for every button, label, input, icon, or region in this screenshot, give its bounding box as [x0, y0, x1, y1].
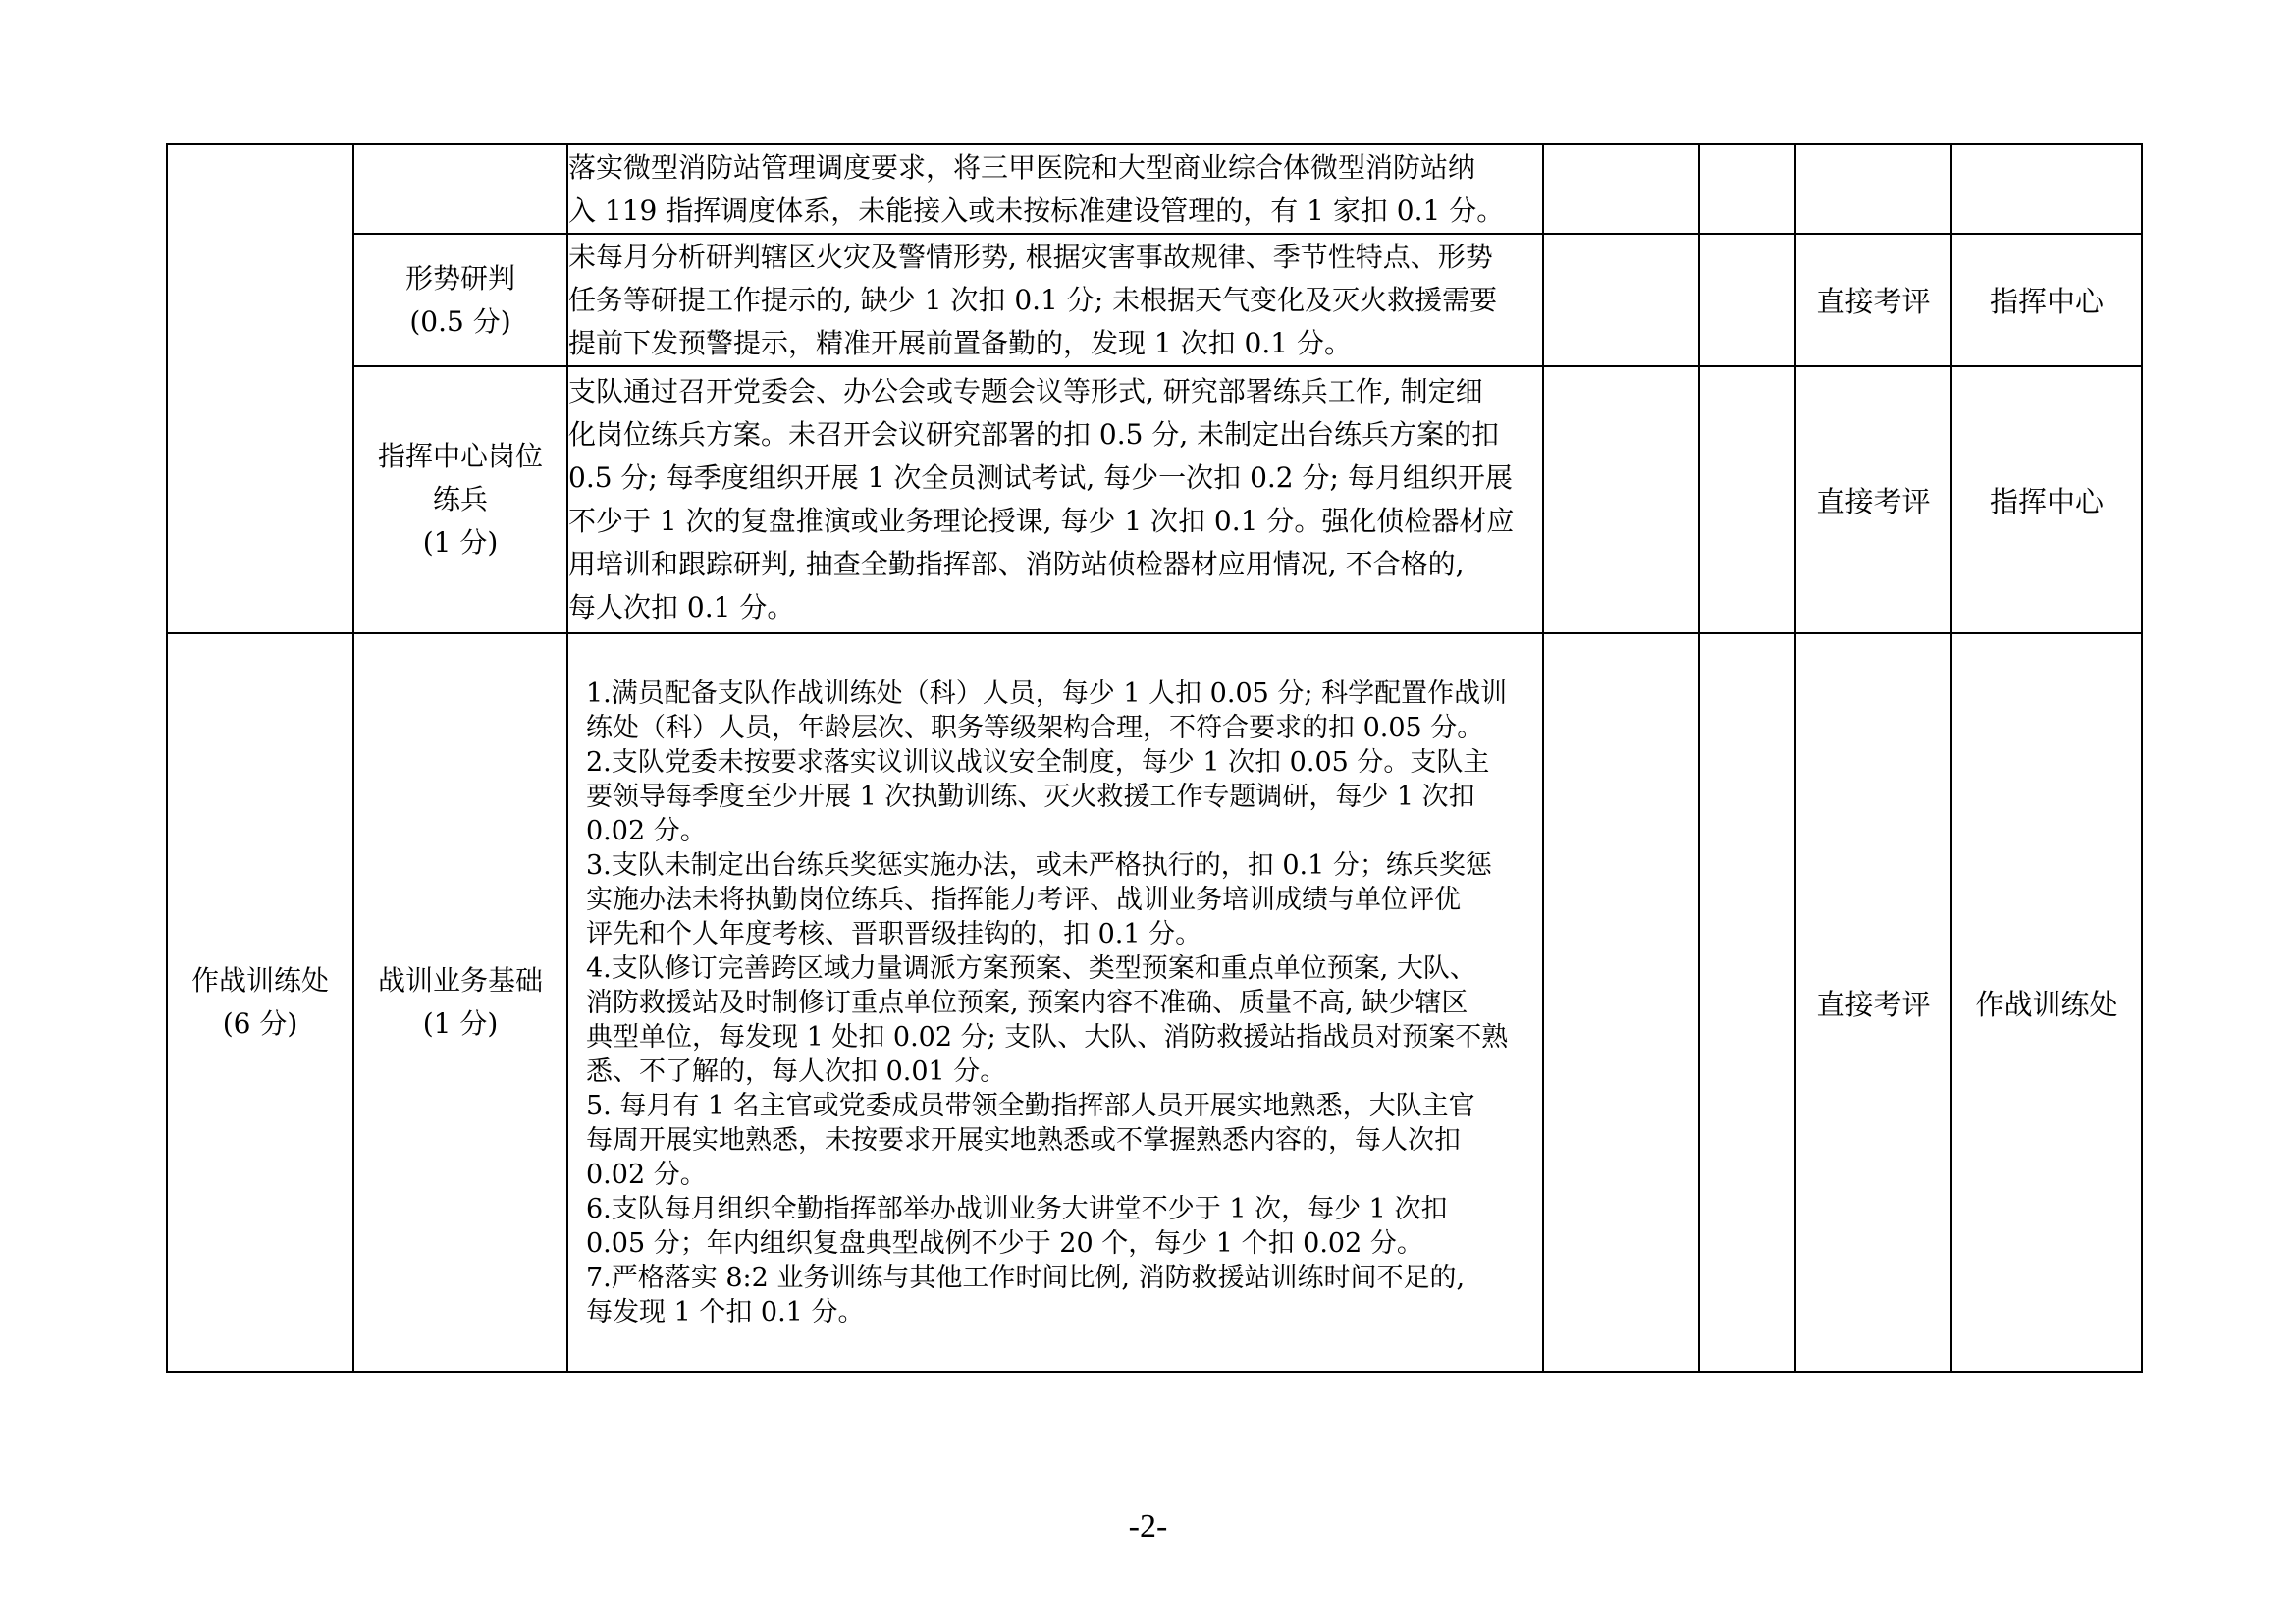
criteria-line: 7.严格落实 8:2 业务训练与其他工作时间比例, 消防救援站训练时间不足的, — [586, 1262, 1466, 1293]
criteria-line: 落实微型消防站管理调度要求，将三甲医院和大型商业综合体微型消防站纳 — [568, 150, 1476, 184]
empty-cell — [1543, 234, 1699, 366]
criteria-cell — [567, 633, 1543, 1372]
criteria-line: 入 119 指挥调度体系，未能接入或未按标准建设管理的，有 1 家扣 0.1 分。 — [568, 193, 1505, 227]
table-row — [167, 144, 2142, 234]
criteria-line: 0.5 分; 每季度组织开展 1 次全员测试考试, 每少一次扣 0.2 分; 每月组织开展 — [568, 461, 1513, 494]
item-name: 战训业务基础 — [377, 964, 543, 997]
empty-cell — [1543, 144, 1699, 234]
empty-cell — [1543, 366, 1699, 633]
criteria-line: 实施办法未将执勤岗位练兵、指挥能力考评、战训业务培训成绩与单位评优 — [586, 884, 1461, 915]
criteria-line: 6.支队每月组织全勤指挥部举办战训业务大讲堂不少于 1 次，每少 1 次扣 — [586, 1193, 1448, 1224]
item-score: (1 分) — [422, 526, 499, 559]
criteria-cell — [567, 234, 1543, 366]
page-number: -2- — [1128, 1508, 1168, 1544]
method-cell — [1795, 144, 1951, 234]
item-cell — [353, 633, 567, 1372]
criteria-line: 每周开展实地熟悉，未按要求开展实地熟悉或不掌握熟悉内容的，每人次扣 — [586, 1124, 1461, 1156]
criteria-line: 不少于 1 次的复盘推演或业务理论授课, 每少 1 次扣 0.1 分。强化侦检器材应 — [568, 505, 1515, 537]
item-cell — [353, 234, 567, 366]
criteria-line: 0.02 分。 — [586, 815, 707, 846]
criteria-line: 消防救援站及时制修订重点单位预案, 预案内容不准确、质量不高, 缺少辖区 — [586, 987, 1468, 1018]
empty-cell — [1699, 633, 1795, 1372]
criteria-line: 2.支队党委未按要求落实议训议战议安全制度，每少 1 次扣 0.05 分。支队主 — [586, 746, 1490, 778]
method-cell: 直接考评 — [1795, 366, 1951, 633]
item-cell — [353, 144, 567, 234]
method-cell: 直接考评 — [1795, 633, 1951, 1372]
department-cell: 指挥中心 — [1951, 366, 2142, 633]
department-cell: 指挥中心 — [1951, 234, 2142, 366]
item-cell — [353, 366, 567, 633]
item-name: 形势研判 — [404, 261, 515, 295]
method-cell: 直接考评 — [1795, 234, 1951, 366]
criteria-line: 任务等研提工作提示的, 缺少 1 次扣 0.1 分; 未根据天气变化及灭火救援需要 — [568, 283, 1498, 316]
criteria-line: 用培训和跟踪研判, 抽查全勤指挥部、消防站侦检器材应用情况, 不合格的, — [568, 548, 1465, 580]
department-cell — [1951, 144, 2142, 234]
criteria-cell — [567, 366, 1543, 633]
category-name: 作战训练处 — [190, 964, 329, 997]
table-row — [167, 633, 2142, 1372]
criteria-line: 3.支队未制定出台练兵奖惩实施办法，或未严格执行的，扣 0.1 分；练兵奖惩 — [586, 849, 1492, 881]
table-row — [167, 234, 2142, 366]
item-score: (1 分) — [422, 1007, 499, 1040]
criteria-line: 每人次扣 0.1 分。 — [568, 591, 795, 623]
empty-cell — [1699, 144, 1795, 234]
criteria-cell — [567, 144, 1543, 234]
criteria-line: 未每月分析研判辖区火灾及警情形势, 根据灾害事故规律、季节性特点、形势 — [568, 240, 1493, 273]
criteria-line: 要领导每季度至少开展 1 次执勤训练、灭火救援工作专题调研，每少 1 次扣 — [586, 781, 1475, 812]
assessment-table — [166, 143, 2143, 1373]
criteria-line: 每发现 1 个扣 0.1 分。 — [586, 1296, 865, 1327]
empty-cell — [1543, 633, 1699, 1372]
criteria-line: 1.满员配备支队作战训练处（科）人员，每少 1 人扣 0.05 分; 科学配置作战训 — [586, 677, 1508, 709]
empty-cell — [1699, 366, 1795, 633]
item-score: (0.5 分) — [409, 304, 511, 338]
criteria-line: 提前下发预警提示，精准开展前置备勤的，发现 1 次扣 0.1 分。 — [568, 326, 1352, 359]
item-name: 指挥中心岗位 — [377, 440, 543, 472]
criteria-line: 4.支队修订完善跨区域力量调派方案预案、类型预案和重点单位预案, 大队、 — [586, 952, 1476, 984]
criteria-line: 悉、不了解的，每人次扣 0.01 分。 — [586, 1056, 1007, 1087]
category-cell — [167, 144, 353, 633]
department-cell: 作战训练处 — [1951, 633, 2142, 1372]
criteria-line: 支队通过召开党委会、办公会或专题会议等形式, 研究部署练兵工作, 制定细 — [568, 375, 1483, 407]
criteria-line: 典型单位，每发现 1 处扣 0.02 分; 支队、大队、消防救援站指战员对预案不熟 — [586, 1021, 1509, 1053]
category-cell — [167, 633, 353, 1372]
item-name: 练兵 — [432, 483, 488, 515]
criteria-line: 0.05 分；年内组织复盘典型战例不少于 20 个，每少 1 个扣 0.02 分。 — [586, 1227, 1423, 1259]
criteria-line: 5. 每月有 1 名主官或党委成员带领全勤指挥部人员开展实地熟悉，大队主官 — [586, 1090, 1475, 1121]
criteria-line: 练处（科）人员，年龄层次、职务等级架构合理，不符合要求的扣 0.05 分。 — [586, 712, 1484, 743]
category-score: (6 分) — [222, 1007, 298, 1040]
empty-cell — [1699, 234, 1795, 366]
criteria-line: 评先和个人年度考核、晋职晋级挂钩的，扣 0.1 分。 — [586, 918, 1202, 949]
criteria-line: 化岗位练兵方案。未召开会议研究部署的扣 0.5 分, 未制定出台练兵方案的扣 — [568, 418, 1500, 451]
table-row — [167, 366, 2142, 633]
criteria-line: 0.02 分。 — [586, 1159, 707, 1190]
